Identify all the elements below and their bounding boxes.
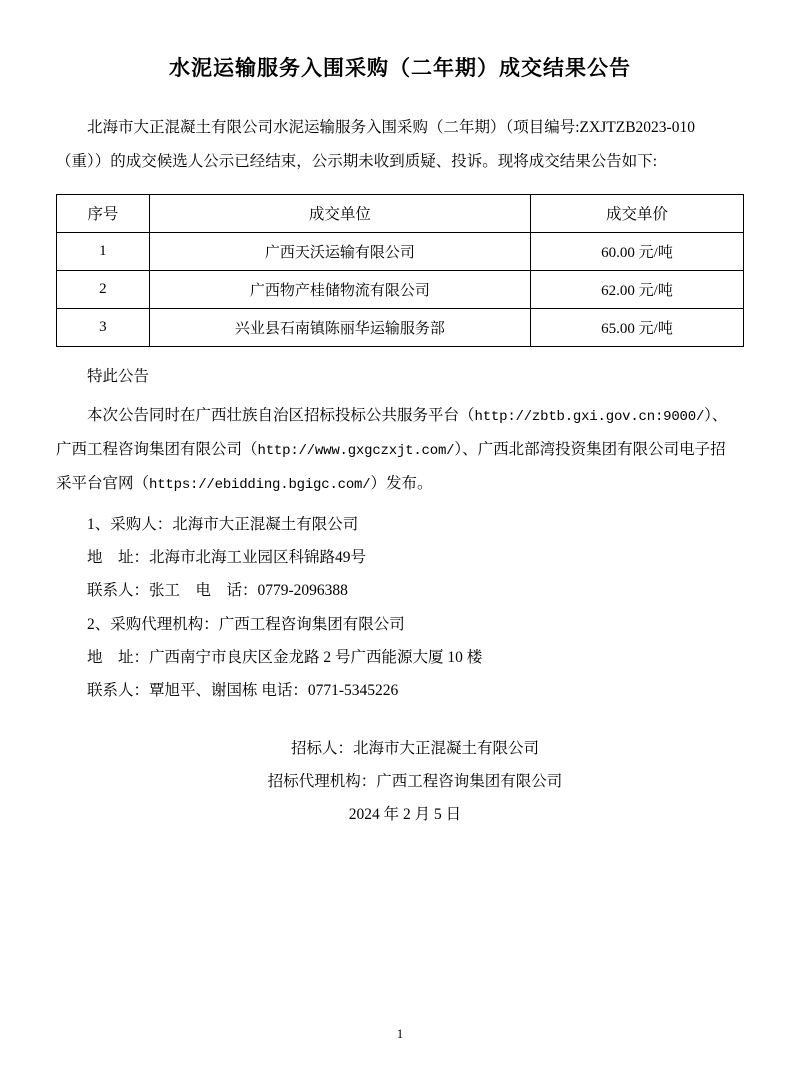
cell-price: 65.00 元/吨	[531, 308, 744, 346]
publish-line-2	[56, 434, 744, 466]
publish-text-1a: 本次公告同时在广西壮族自治区招标投标公共服务平台（	[87, 407, 475, 425]
cell-no: 3	[57, 308, 150, 346]
cell-unit: 兴业县石南镇陈丽华运输服务部	[149, 308, 530, 346]
publish-text-3b: ）发布。	[370, 474, 433, 492]
publish-url-1: http://zbtb.gxi.gov.cn:9000/	[474, 409, 705, 426]
table-row	[57, 232, 744, 270]
publish-text-2a: 广西工程咨询集团有限公司（	[56, 441, 258, 459]
cell-no: 2	[57, 270, 150, 308]
table-header-row	[57, 194, 744, 232]
publish-paragraph	[56, 400, 744, 499]
signature-agency: 招标代理机构：广西工程咨询集团有限公司	[267, 773, 563, 791]
column-header-unit: 成交单位	[149, 194, 530, 232]
page-title: 水泥运输服务入围采购（二年期）成交结果公告	[169, 56, 631, 80]
cell-price: 62.00 元/吨	[531, 270, 744, 308]
cell-no: 1	[57, 232, 150, 270]
intro-paragraph	[56, 112, 744, 178]
publish-text-3a: 采平台官网（	[56, 474, 150, 492]
publish-text-2b: ）、广西北部湾投资集团有限公司电子招	[454, 441, 726, 459]
contact-agency-person: 联系人：覃旭平、谢国栋 电话：0771-5345226	[87, 682, 399, 700]
column-header-price: 成交单价	[531, 194, 744, 232]
contact-agency: 2、采购代理机构：广西工程咨询集团有限公司	[87, 615, 405, 633]
publish-url-3: https://ebidding.bgigc.com/	[149, 476, 371, 493]
cell-price: 60.00 元/吨	[531, 232, 744, 270]
table-row	[57, 308, 744, 346]
signature-block	[56, 733, 744, 831]
table-row	[57, 270, 744, 308]
page-number: 1	[396, 1026, 404, 1041]
contact-purchaser: 1、采购人：北海市大正混凝土有限公司	[87, 515, 359, 533]
cell-unit: 广西天沃运输有限公司	[149, 232, 530, 270]
contact-block	[56, 508, 744, 708]
contact-purchaser-address: 地 址：北海市北海工业园区科锦路49号	[87, 548, 367, 566]
publish-line-3	[56, 468, 744, 500]
cell-unit: 广西物产桂储物流有限公司	[149, 270, 530, 308]
publish-line-1	[56, 400, 744, 432]
intro-line-2: （重））的成交候选人公示已经结束，公示期未收到质疑、投诉。现将成交结果公告如下:	[56, 152, 658, 170]
contact-agency-address: 地 址：广西南宁市良庆区金龙路 2 号广西能源大厦 10 楼	[87, 648, 483, 666]
intro-line-1: 北海市大正混凝土有限公司水泥运输服务入围采购（二年期）（项目编号:ZXJTZB2023-010	[87, 119, 695, 136]
signature-date: 2024 年 2 月 5 日	[348, 805, 462, 823]
publish-url-2: http://www.gxgczxjt.com/	[257, 443, 455, 460]
publish-text-1b: ）、	[704, 407, 728, 425]
result-table	[56, 194, 744, 347]
notice-paragraph: 特此公告	[87, 367, 150, 385]
column-header-no: 序号	[57, 194, 150, 232]
contact-purchaser-person: 联系人：张工 电 话：0779-2096388	[87, 582, 348, 600]
signature-tenderer: 招标人：北海市大正混凝土有限公司	[290, 740, 539, 758]
